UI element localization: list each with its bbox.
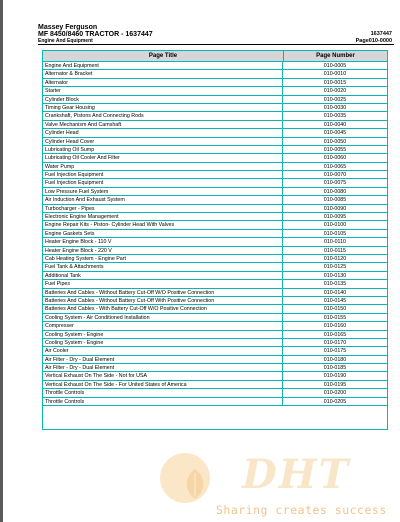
page-number-cell[interactable]: 010-0120 — [323, 255, 347, 262]
page-number-cell[interactable]: 010-0010 — [323, 71, 347, 78]
table-row — [43, 96, 387, 104]
page-title-cell[interactable]: Batteries And Cables - Without Battery Cut-Off With Positive Connection — [43, 297, 283, 304]
page-number-cell[interactable]: 010-0095 — [323, 214, 347, 221]
table-row — [43, 263, 387, 271]
watermark-logo-icon — [160, 453, 210, 503]
page-title-cell[interactable]: Cylinder Head — [43, 129, 283, 136]
page-title-cell[interactable]: Cooling System - Engine — [43, 339, 283, 346]
page-title-cell[interactable]: Heater Engine Block - 110 V — [43, 238, 283, 245]
page-number-cell[interactable]: 010-0070 — [323, 172, 347, 179]
page-number-cell[interactable]: 010-0135 — [323, 281, 347, 288]
table-row — [43, 171, 387, 179]
page-title-cell[interactable]: Air Induction And Exhaust System — [43, 196, 283, 203]
page-title-cell[interactable]: Crankshaft, Pistons And Connecting Rods — [43, 112, 283, 119]
page-number-cell[interactable]: 010-0045 — [323, 130, 347, 137]
page-title-cell[interactable]: Batteries And Cables - With Battery Cut-Off W/O Positive Connection — [43, 305, 283, 312]
document-header — [38, 25, 394, 45]
manufacturer-title: Massey Ferguson — [38, 24, 98, 31]
page-number-cell[interactable]: 010-0085 — [323, 197, 347, 204]
page-title-cell[interactable]: Fuel Tank & Attachments — [43, 263, 283, 270]
page-title-cell[interactable]: Vertical Exhaust On The Side - Not for USA — [43, 372, 283, 379]
page-number-cell[interactable]: 010-0130 — [323, 272, 347, 279]
table-row — [43, 280, 387, 288]
table-row — [43, 372, 387, 380]
page-title-cell[interactable]: Lubricating Oil Sump — [43, 146, 283, 153]
section-title — [38, 38, 394, 45]
page-title-cell[interactable]: Fuel Injection Equipment — [43, 171, 283, 178]
page-number-cell[interactable]: 010-0065 — [323, 163, 347, 170]
page-number-cell[interactable]: 010-0090 — [323, 205, 347, 212]
page-title-cell[interactable]: Cylinder Block — [43, 96, 283, 103]
page-number-cell[interactable]: 010-0035 — [323, 113, 347, 120]
page-title-cell[interactable]: Lubricating Oil Cooler And Filter — [43, 154, 283, 161]
table-row — [43, 339, 387, 347]
table-row — [43, 196, 387, 204]
table-row — [43, 121, 387, 129]
page-number-cell[interactable]: 010-0145 — [323, 297, 347, 304]
page-number-cell[interactable]: 010-0060 — [323, 155, 347, 162]
page-title-cell[interactable]: Air Filter - Dry - Dual Element — [43, 356, 283, 363]
section-title-text: Engine And Equipment — [38, 38, 93, 44]
page-number-cell[interactable]: 010-0025 — [323, 96, 347, 103]
page-title-cell[interactable]: Air Filter - Dry - Dual Element — [43, 364, 283, 371]
page-title-cell[interactable]: Valve Mechanism And Camshaft — [43, 121, 283, 128]
table-body — [43, 62, 387, 406]
table-row — [43, 112, 387, 120]
model-title-text: MF 8450/8460 TRACTOR - 1637447 — [38, 31, 153, 38]
page-title-cell[interactable]: Electronic Engine Management — [43, 213, 283, 220]
page-title-cell[interactable]: Engine Gaskets Sets — [43, 230, 283, 237]
table-row — [43, 305, 387, 313]
table-row — [43, 138, 387, 146]
page-number-cell[interactable]: 010-0030 — [323, 104, 347, 111]
page-number-cell[interactable]: 010-0125 — [323, 264, 347, 271]
page-title-cell[interactable]: Timing Gear Housing — [43, 104, 283, 111]
page-title-cell[interactable]: Cab Heating System - Engine Part — [43, 255, 283, 262]
viewer-edge — [0, 0, 3, 522]
model-number: 1637447 — [370, 31, 392, 37]
table-row — [43, 221, 387, 229]
page-title-cell[interactable]: Alternator — [43, 79, 283, 86]
page-number-cell[interactable]: 010-0005 — [323, 63, 347, 69]
page-number-cell[interactable]: 010-0180 — [323, 356, 347, 363]
page-title-cell[interactable]: Batteries And Cables - Without Battery Cut-Off W/O Positive Connection — [43, 289, 283, 296]
table-row — [43, 247, 387, 255]
page-number-cell[interactable]: 010-0115 — [324, 247, 346, 254]
table-row — [43, 205, 387, 213]
table-row — [43, 272, 387, 280]
page-number-cell[interactable]: 010-0160 — [323, 323, 347, 330]
page-title-cell[interactable]: Compresser — [43, 322, 283, 329]
page-title-cell[interactable]: Cooling System - Engine — [43, 331, 283, 338]
page-title-cell[interactable]: Cooling System - Air Conditioned Installation — [43, 314, 283, 321]
page-title-cell[interactable]: Heater Engine Block - 220 V — [43, 247, 283, 254]
page-number-cell[interactable]: 010-0105 — [323, 230, 347, 237]
page-number-cell[interactable]: 010-0015 — [323, 79, 347, 86]
table-row — [43, 163, 387, 171]
page-number-cell[interactable]: 010-0075 — [323, 180, 347, 187]
table-row — [43, 230, 387, 238]
table-row — [43, 146, 387, 154]
page-number-cell[interactable]: 010-0150 — [323, 306, 347, 313]
page-title-cell[interactable]: Starter — [43, 87, 283, 94]
page-title-cell[interactable]: Low Pressure Fuel System — [43, 188, 283, 195]
table-row — [43, 331, 387, 339]
model-title — [38, 31, 394, 38]
page-number-cell[interactable]: 010-0205 — [323, 398, 347, 405]
page-index-table — [42, 50, 388, 430]
page-title-cell[interactable]: Cylinder Head Cover — [43, 138, 283, 145]
column-header-number: Page Number — [316, 53, 355, 59]
page-number-cell[interactable]: 010-0175 — [323, 348, 347, 355]
page-title-cell[interactable]: Engine And Equipment — [43, 62, 283, 69]
table-row — [43, 314, 387, 322]
page-number-cell[interactable]: 010-0050 — [323, 138, 347, 145]
watermark — [150, 447, 400, 522]
page-title-cell[interactable]: Engine Repair Kits - Piston- Cylinder Head With Valves — [43, 221, 283, 228]
page-title-cell[interactable]: Water Pump — [43, 163, 283, 170]
table-row — [43, 398, 387, 406]
page-title-cell[interactable]: Turbocharger - Pipes — [43, 205, 283, 212]
page-number-cell[interactable]: 010-0080 — [323, 188, 347, 195]
table-row — [43, 289, 387, 297]
table-row — [43, 104, 387, 112]
watermark-brand: DHT — [242, 451, 351, 498]
page-number-cell[interactable]: 010-0165 — [323, 331, 347, 338]
page-number-cell[interactable]: 010-0040 — [323, 121, 347, 128]
page-number-cell[interactable]: 010-0055 — [323, 146, 347, 153]
page-title-cell[interactable]: Throttle Controls — [43, 389, 283, 396]
page-number-cell[interactable]: 010-0155 — [323, 314, 347, 321]
table-row — [43, 297, 387, 305]
page-number-cell[interactable]: 010-0110 — [324, 239, 346, 246]
page-number-cell[interactable]: 010-0190 — [323, 373, 347, 380]
page-number-cell[interactable]: 010-0020 — [323, 88, 347, 95]
table-row — [43, 347, 387, 355]
page-title-cell[interactable]: Throttle Controls — [43, 398, 283, 405]
page-number-cell[interactable]: 010-0170 — [323, 339, 347, 346]
page-number-cell[interactable]: 010-0195 — [323, 381, 347, 388]
page-title-cell[interactable]: Fuel Injection Equipment — [43, 179, 283, 186]
table-row — [43, 70, 387, 78]
table-row — [43, 322, 387, 330]
table-row — [43, 255, 387, 263]
page-title-cell[interactable]: Fuel Pipes — [43, 280, 283, 287]
table-row — [43, 129, 387, 137]
table-row — [43, 238, 387, 246]
table-row — [43, 381, 387, 389]
page-title-cell[interactable]: Alternator & Bracket — [43, 70, 283, 77]
table-row — [43, 62, 387, 70]
page-title-cell[interactable]: Additional Tank — [43, 272, 283, 279]
table-row — [43, 364, 387, 372]
leaf-icon — [182, 467, 208, 501]
page-reference: Page010-0000 — [355, 38, 392, 44]
table-row — [43, 356, 387, 364]
table-row — [43, 87, 387, 95]
table-row — [43, 179, 387, 187]
table-row — [43, 154, 387, 162]
page-number-cell[interactable]: 010-0200 — [323, 390, 347, 397]
table-header — [43, 51, 387, 62]
table-row — [43, 79, 387, 87]
table-row — [43, 213, 387, 221]
page-number-cell[interactable]: 010-0140 — [323, 289, 347, 296]
column-header-title: Page Title — [43, 51, 284, 61]
watermark-tagline: Sharing creates success — [216, 503, 387, 517]
page-number-cell[interactable]: 010-0185 — [323, 365, 347, 372]
page-title-cell[interactable]: Air Cooler — [43, 347, 283, 354]
table-row — [43, 188, 387, 196]
page-number-cell[interactable]: 010-0100 — [323, 222, 347, 229]
page-title-cell[interactable]: Vertical Exhaust On The Side - For United States of America — [43, 381, 283, 388]
table-row — [43, 389, 387, 397]
